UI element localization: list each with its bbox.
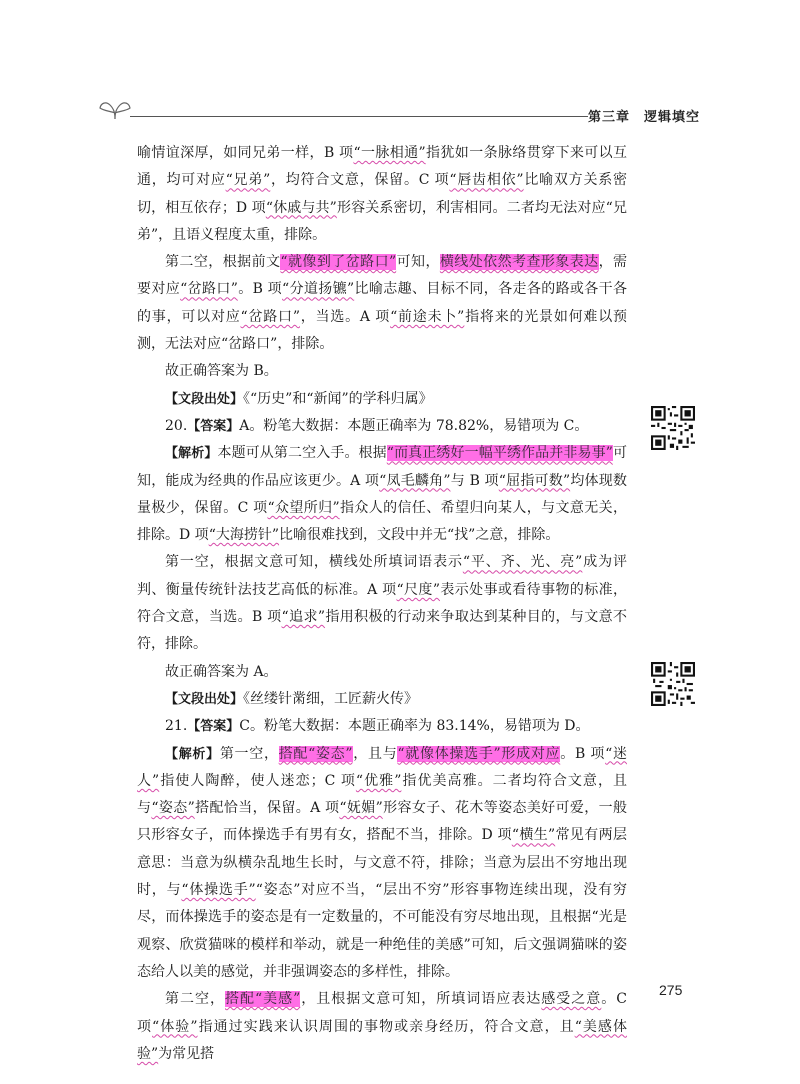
answer-conclusion: 故正确答案为 B。 — [165, 363, 278, 380]
header-rule — [130, 116, 588, 117]
paragraph: 第二空，搭配“美感”，且根据文意可知，所填词语应表达感受之意。C 项“体验”指通过实践来认识周围的事物或亲身经历，符合文意，且“美感体验”为常见搭 — [137, 991, 628, 1062]
answer-conclusion: 故正确答案为 A。 — [165, 663, 278, 680]
paragraph: 第二空，根据前文“就像到了岔路口”可知，横线处依然考查形象表达，需要对应“岔路口”。B 项“分道扬镳”比喻志趣、目标不同，各走各的路或各干各的事，可以对应“岔路口”，当选。A 项“前途未卜”指将来的光景如何难以预测，无法对应“岔路口”，排除。 — [137, 254, 628, 353]
chapter-title: 逻辑填空 — [644, 110, 701, 125]
question-answer-20: 20.【答案】A。粉笔大数据：本题正确率为 78.82%，易错项为 C。 — [165, 417, 589, 434]
leaf-sprout-icon — [98, 99, 132, 121]
chapter-header — [588, 106, 708, 125]
source-line: 【文段出处】《“历史”和“新闻”的学科归属》 — [165, 390, 433, 407]
page-body — [137, 140, 627, 1068]
chapter-number: 第三章 — [588, 110, 631, 125]
source-line: 【文段出处】《丝缕针黹细，工匠薪火传》 — [165, 690, 419, 707]
paragraph: 第一空，根据文意可知，横线处所填词语表示“平、齐、光、亮”成为评判、衡量传统针法技艺高低的标准。A 项“尺度”表示处事或看待事物的标准，符合文意，当选。B 项“追求”指用积极的行动来争取达到某种目的，与文意不符，排除。 — [137, 554, 628, 653]
page-number: 275 — [659, 982, 683, 998]
paragraph: 喻情谊深厚，如同兄弟一样，B 项“一脉相通”指犹如一条脉络贯穿下来可以互通，均可对应“兄弟”，均符合文意，保留。C 项“唇齿相依”比喻双方关系密切，相互依存；D 项“休戚与共”形容关系密切，利害相同。二者均无法对应“兄弟”，且语义程度太重，排除。 — [137, 145, 627, 243]
question-answer-21: 21.【答案】C。粉笔大数据：本题正确率为 83.14%，易错项为 D。 — [165, 718, 590, 735]
analysis-paragraph: 【解析】本题可从第二空入手。根据“而真正绣好一幅平绣作品并非易事”可知，能成为经典的作品应该更少。A 项“凤毛麟角”与 B 项“屈指可数”均体现数量极少，保留。C 项“众望所归”指众人的信任、希望归向某人，与文意无关，排除。D 项“大海捞针”比喻很难找到，文段中并无“找”之意，排除。 — [137, 445, 628, 544]
qr-code-icon[interactable] — [651, 406, 695, 450]
analysis-paragraph: 【解析】第一空，搭配“姿态”，且与“就像体操选手”形成对应。B 项“迷人”指使人陶醉，使人迷恋；C 项“优雅”指优美高雅。二者均符合文意，且与“姿态”搭配恰当，保留。A 项“妩媚”形容女子、花木等姿态美好可爱，一般只形容女子，而体操选手有男有女，搭配不当，排除。D 项“横生”常见有两层意思：当意为纵横杂乱地生长时，与文意不符，排除；当意为层出不穷地出现时，与“体操选手”“姿态”对应不当，“层出不穷”形容事物连续出现，没有穷尽，而体操选手的姿态是有一定数量的，不可能没有穷尽地出现，且根据“光是观察、欣赏猫咪的模样和举动，就是一种绝佳的美感”可知，后文强调猫咪的姿态给人以美的感觉，并非强调姿态的多样性，排除。 — [137, 745, 628, 980]
qr-code-icon[interactable] — [651, 662, 695, 706]
